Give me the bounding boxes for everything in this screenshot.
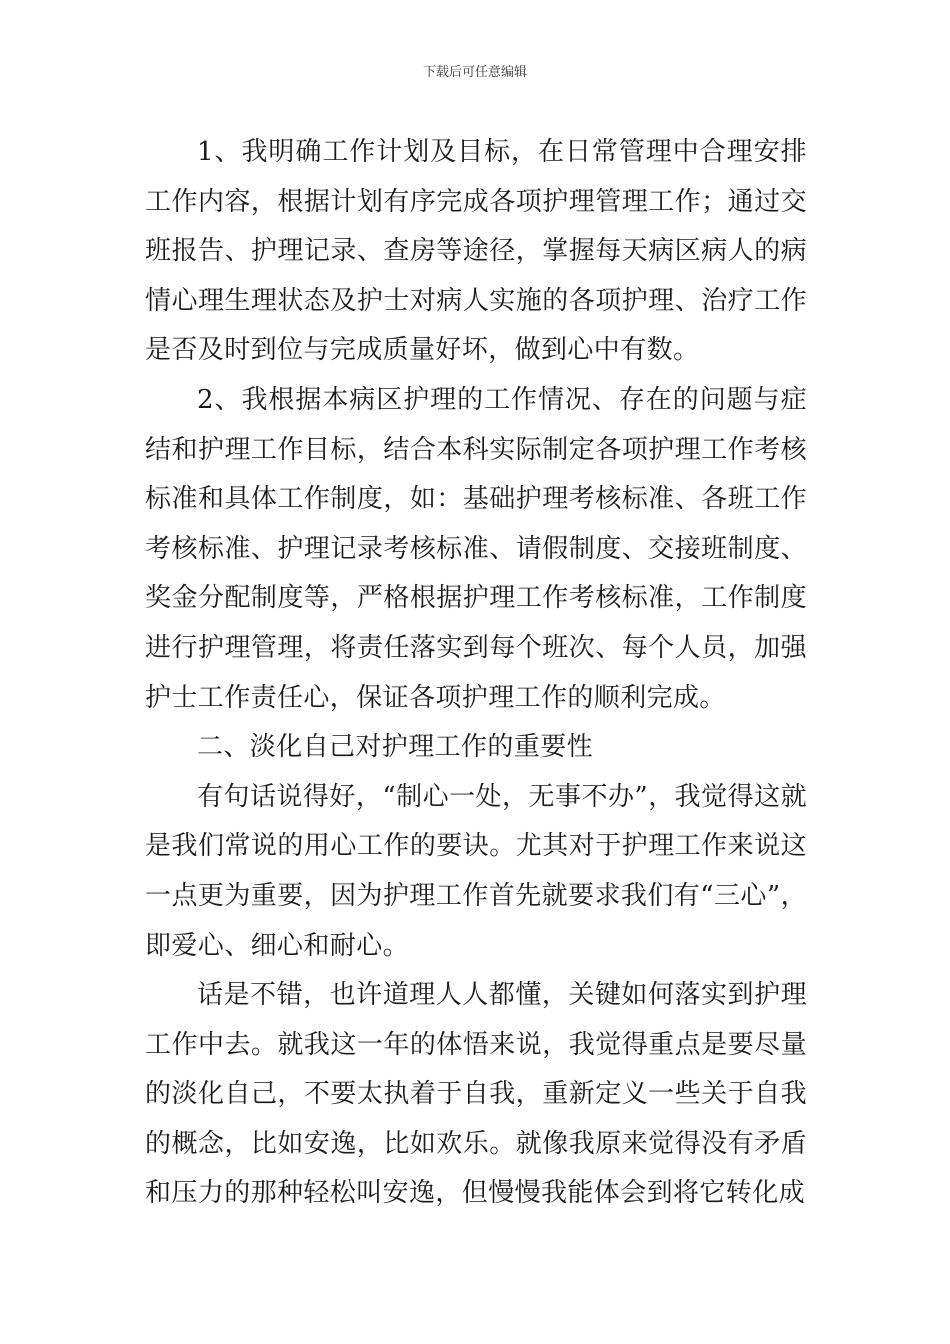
paragraph-three-hearts: 有句话说得好，“制心一处，无事不办”，我觉得这就是我们常说的用心工作的要诀。尤其对于护理工作来说这一点更为重要，因为护理工作首先就要求我们有“三心”，即爱心、细心和耐心。	[145, 781, 807, 961]
section-heading: 二、淡化自己对护理工作的重要性	[197, 732, 594, 763]
paragraph-reflection: 话是不错，也许道理人人都懂，关键如何落实到护理工作中去。就我这一年的体悟来说，我觉得重点是要尽量的淡化自己，不要太执着于自我，重新定义一些关于自我的概念，比如安逸，比如欢乐。就像我原来觉得没有矛盾和压力的那种轻松叫安逸，但慢慢我能体会到将它转化成	[145, 980, 807, 1209]
page-header-note: 下载后可任意编辑	[422, 65, 527, 80]
document-body	[145, 128, 807, 1219]
paragraph-plan-goals: 1、我明确工作计划及目标，在日常管理中合理安排工作内容，根据计划有序完成各项护理管理工作；通过交 班报告、护理记录、查房等途径，掌握每天病区病人的病情心理生理状态及护士对病人实施的各项护理、治疗工作是否及时到位与完成质量好坏，做到心中有数。	[145, 137, 807, 366]
paragraph-assessment-standards: 2、我根据本病区护理的工作情况、存在的问题与症结和护理工作目标，结合本科实际制定各项护理工作考核标准和具体工作制度，如：基础护理考核标准、各班工作考核标准、护理记录考核标准、请假制度、交接班制度、奖金分配制度等，严格根据护理工作考核标准，工作制度进行护理管理，将责任落实到每个班次、每个人员，加强护士工作责任心，保证各项护理工作的顺利完成。	[145, 384, 807, 713]
